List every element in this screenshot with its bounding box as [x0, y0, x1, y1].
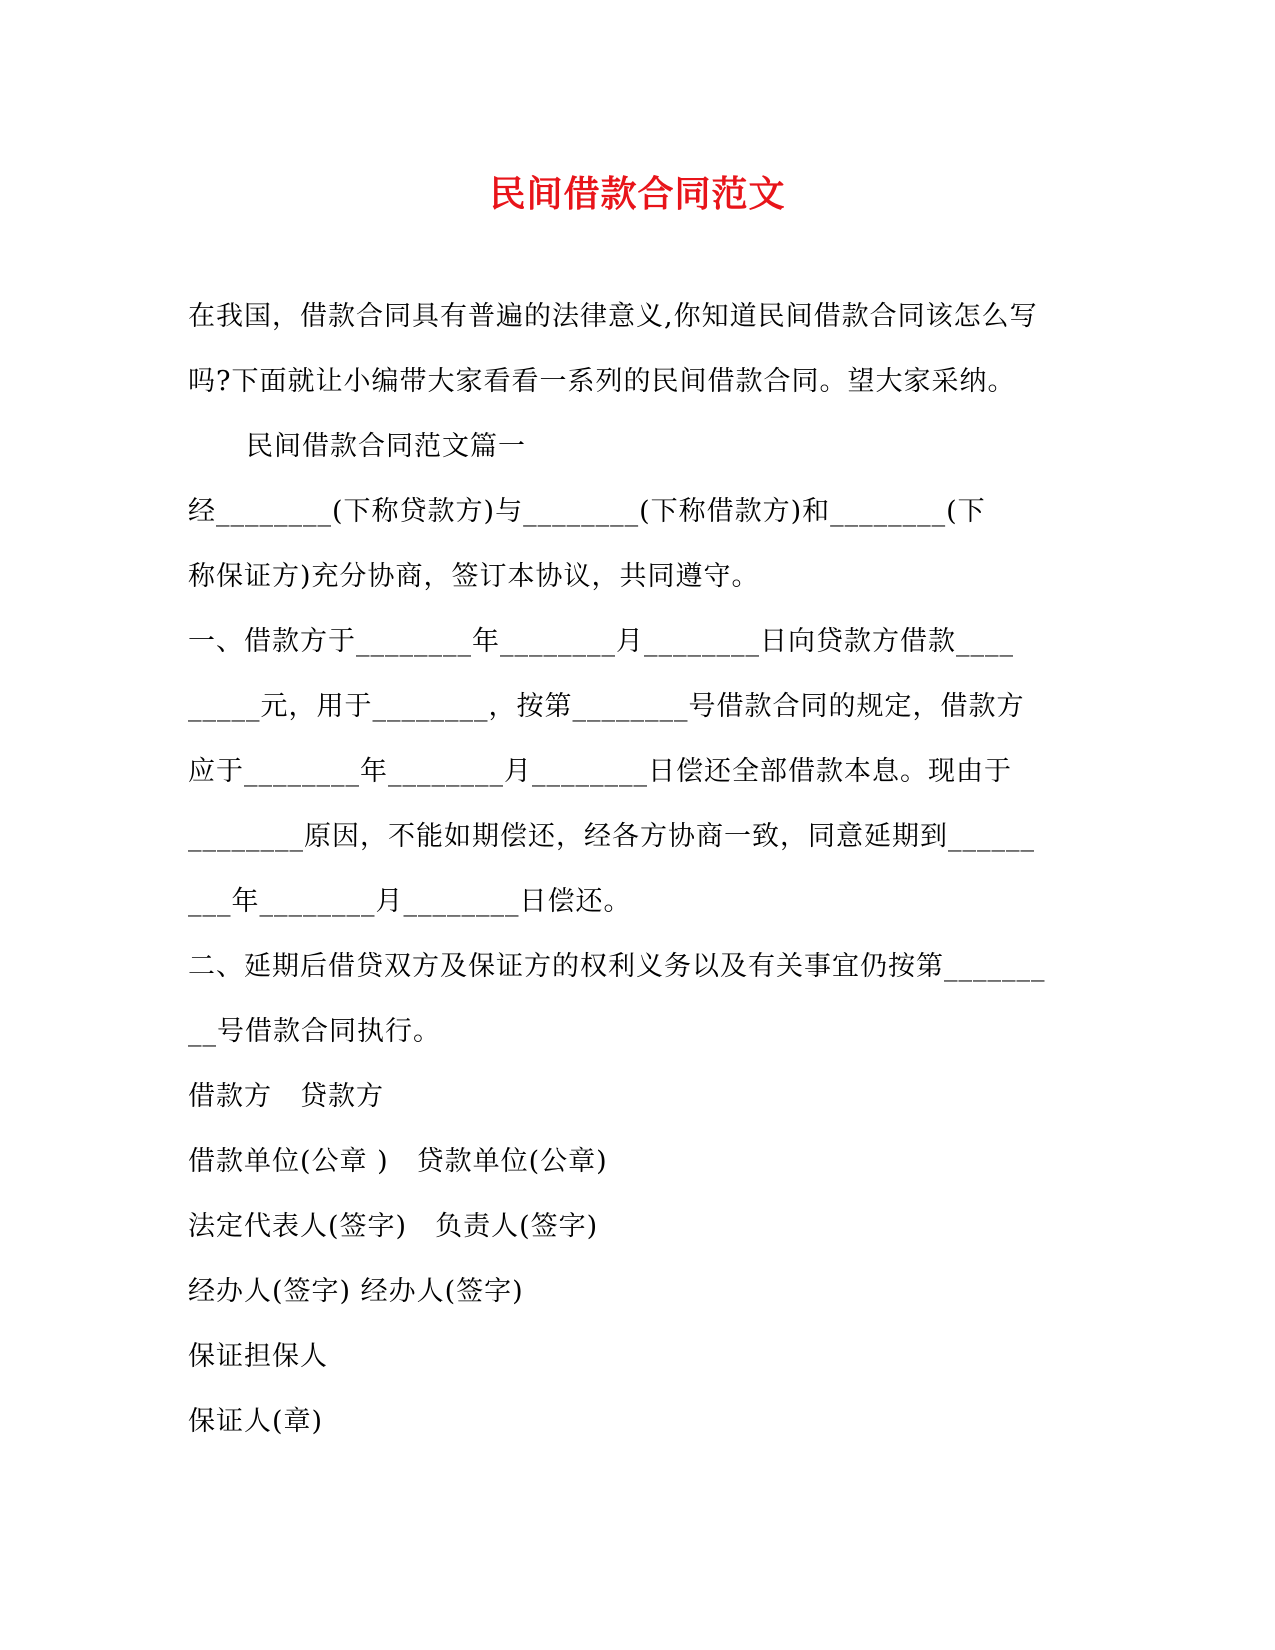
- contract-line-2: 称保证方)充分协商，签订本协议，共同遵守。: [188, 561, 760, 592]
- signature-units: 借款单位(公章 ) 贷款单位(公章): [188, 1146, 608, 1177]
- guarantor-seal: 保证人(章): [188, 1406, 324, 1437]
- intro-line-2: 吗?下面就让小编带大家看看一系列的民间借款合同。望大家采纳。: [188, 366, 1016, 397]
- clause-one-line-1: 一、借款方于________年________月________日向贷款方借款____: [188, 626, 1014, 657]
- guarantor-heading: 保证担保人: [188, 1341, 328, 1372]
- intro-line-1: 在我国，借款合同具有普遍的法律意义,你知道民间借款合同该怎么写: [188, 301, 1038, 332]
- clause-one-line-4: ________原因，不能如期偿还，经各方协商一致，同意延期到______: [188, 821, 1035, 852]
- clause-one-line-5: ___年________月________日偿还。: [188, 886, 632, 917]
- document-title: 民间借款合同范文: [489, 173, 786, 215]
- clause-two-line-2: __号借款合同执行。: [188, 1016, 441, 1047]
- clause-one-line-3: 应于________年________月________日偿还全部借款本息。现由于: [188, 756, 1012, 787]
- clause-one-line-2: _____元，用于________，按第________号借款合同的规定，借款方: [188, 691, 1025, 722]
- signature-handlers: 经办人(签字) 经办人(签字): [188, 1276, 524, 1307]
- clause-two-line-1: 二、延期后借贷双方及保证方的权利义务以及有关事宜仍按第_______: [188, 951, 1046, 982]
- section-heading: 民间借款合同范文篇一: [246, 431, 526, 462]
- document-body: [188, 284, 1088, 1454]
- signature-representatives: 法定代表人(签字) 负责人(签字): [188, 1211, 599, 1242]
- contract-line-1: 经________(下称贷款方)与________(下称借款方)和________(下: [188, 496, 986, 527]
- signature-parties: 借款方 贷款方: [188, 1081, 384, 1112]
